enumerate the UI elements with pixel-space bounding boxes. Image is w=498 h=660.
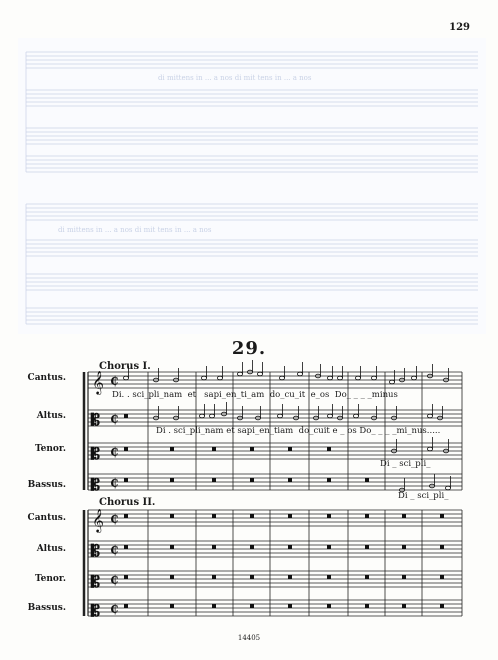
- svg-text:₵: ₵: [110, 573, 119, 587]
- lyric-altus-1: Di . sci_pli_nam et sapi_en_tiam do_cuit e _ os Do_ _ _ _mi_nus.....: [156, 426, 441, 436]
- staff-tenor-1: [88, 443, 462, 459]
- plate-number: 14405: [237, 634, 261, 642]
- svg-text:₵: ₵: [110, 412, 119, 426]
- tenor-clef-icon: 𝄡: [91, 572, 100, 591]
- svg-text:₵: ₵: [110, 602, 119, 616]
- chorus-2-label: Chorus II.: [99, 497, 156, 508]
- lyric-tenor-1: Di _ sci_pli_: [380, 459, 431, 469]
- part-label-tenor-1: Tenor.: [35, 444, 66, 454]
- svg-text:₵: ₵: [110, 512, 119, 526]
- svg-text:₵: ₵: [110, 445, 119, 459]
- tenor-clef-icon: 𝄡: [91, 444, 100, 463]
- tenor-clef-icon: 𝄡: [91, 601, 100, 620]
- treble-clef-icon: 𝄞: [92, 370, 104, 394]
- svg-text:₵: ₵: [110, 476, 119, 490]
- faded-lyric-line: di mittens in ... a nos di mit tens in ... a nos: [158, 74, 312, 82]
- faded-lyric-line: di mittens in ... a nos di mit tens in ... a nos: [58, 226, 212, 234]
- alto-clef-icon: 𝄡: [91, 410, 100, 429]
- svg-text:₵: ₵: [110, 374, 119, 388]
- staff-altus-1: [88, 410, 462, 426]
- part-label-cantus-1: Cantus.: [27, 373, 66, 383]
- part-label-altus-2: Altus.: [36, 544, 66, 554]
- alto-clef-icon: 𝄡: [91, 541, 100, 560]
- lyric-bassus-1: Di _ sci_pli_: [398, 491, 449, 501]
- svg-text:₵: ₵: [110, 543, 119, 557]
- part-label-bassus-2: Bassus.: [27, 603, 66, 613]
- staff-cantus-1: [88, 372, 462, 388]
- tenor-clef-icon: 𝄡: [91, 475, 100, 494]
- notes-altus-1: [153, 402, 442, 420]
- page-number: 129: [449, 22, 470, 33]
- lyric-cantus-1: Di. . sci_pli_nam et sapi_en_ti_am do_cu_it e_os Do_ _ _ _minus: [112, 390, 398, 400]
- piece-number: 29.: [231, 338, 267, 359]
- part-label-bassus-1: Bassus.: [27, 480, 66, 490]
- staff-bassus-1: [88, 474, 462, 490]
- treble-clef-icon: 𝄞: [92, 508, 104, 532]
- part-label-cantus-2: Cantus.: [27, 513, 66, 523]
- part-label-altus-1: Altus.: [36, 411, 66, 421]
- part-label-tenor-2: Tenor.: [35, 574, 66, 584]
- chorus-1-label: Chorus I.: [99, 361, 151, 372]
